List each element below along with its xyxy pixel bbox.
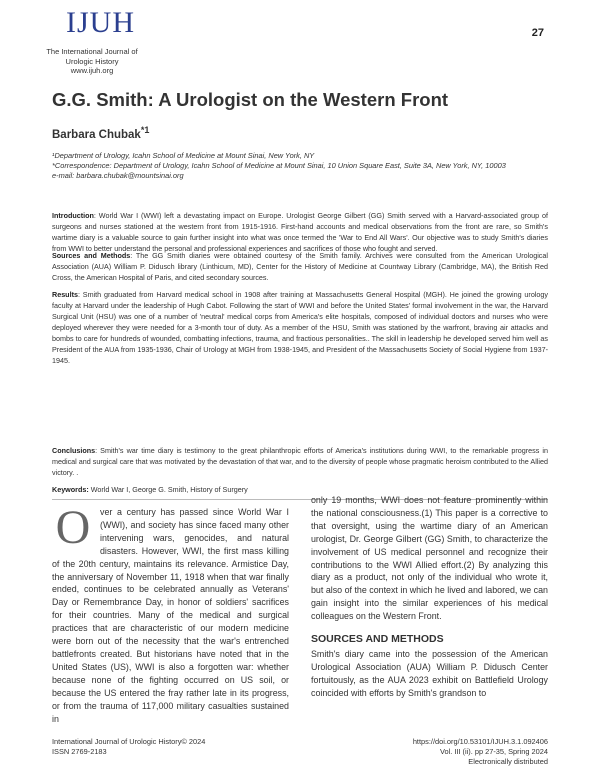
abstract-introduction-text: : World War I (WWI) left a devastating impact on Europe. Urologist George Gilbert (GG) Smith served with a Harvard-associated group of surgeons and nurses stationed at the western front from 1915-1916. First-hand accounts and medical observations from the front are rare, so Smith's wartime diary is a valuable source to gain further insight into what was once termed the 'War to End All Wars'. Our objective was to study Smith's diaries from WWI to better understand the personal and professional experiences and sacrifices of those who fought and served.	[52, 211, 548, 253]
footer-volume: Vol. III (ii). pp 27-35, Spring 2024	[439, 746, 548, 756]
abstract-conclusions-label: Conclusions	[52, 446, 96, 455]
abstract-conclusions	[52, 445, 548, 478]
footer-left	[52, 737, 205, 757]
abstract-conclusions-text: : Smith's war time diary is testimony to the great philanthropic efforts of America's institutions during WWI, to the remarkable progress in medical and surgical care that was motivated by the devastation of that war, and to the diversity of people whose pragmatic heroism contributed to the Allied victory. .	[52, 446, 548, 477]
body-right-column	[311, 494, 548, 700]
abstract-results	[52, 289, 548, 366]
footer-issn: ISSN 2769-2183	[52, 746, 107, 756]
section-heading-sources-methods: SOURCES AND METHODS	[311, 633, 444, 646]
footer-doi[interactable]: https://doi.org/10.53101/IJUH.3.1.092406	[412, 737, 548, 746]
page-number: 27	[531, 27, 544, 39]
abstract-sources-text: : The GG Smith diaries were obtained courtesy of the Smith family. Archives were consulted from the American Urological Association (AUA) William P. Didusch library (Linthicum, MD), Center for the History of Medicine at Countway Library (Cambridge, MA), the British Red Cross, the American Hospital of Paris, and cited secondary sources.	[52, 251, 548, 282]
abstract-results-label: Results	[52, 290, 78, 299]
abstract-sources-methods	[52, 250, 548, 283]
affiliation-1: ¹Department of Urology, Icahn School of Medicine at Mount Sinai, New York, NY	[52, 151, 315, 160]
journal-logo: IJUH	[66, 6, 135, 39]
journal-name-line1: The International Journal of	[46, 47, 138, 56]
author-name	[52, 125, 149, 141]
author-email[interactable]: e-mail: barbara.chubak@mountsinai.org	[52, 171, 184, 180]
footer-distribution: Electronically distributed	[468, 756, 548, 766]
abstract-introduction-label: Introduction	[52, 211, 94, 220]
journal-name	[42, 47, 142, 76]
abstract-sources-label: Sources and Methods	[52, 251, 131, 260]
body-right-paragraph-2: Smith's diary came into the possession of the American Urological Association (AUA) William P. Didusch Center fortuitously, as the AUA 2023 exhibit on Battlefield Urology coincided with efforts by Smith's grandson to	[311, 648, 548, 698]
author-mark: *1	[140, 125, 150, 135]
footer-journal: International Journal of Urologic History© 2024	[52, 737, 206, 746]
body-left-text: ver a century has passed since World War I (WWI), and society has since faced many other intervening wars, genocides, and natural disasters. However, WWI, the first mass killing of the 20th century, maintains its relevance. Armistice Day, the anniversary of November 11, 1918 when that war finally ended, continues to be celebrated annually as Veterans' Day or Remembrance Day, in honor of soldiers' sacrifices for their countries. Many of the medical and surgical practices that are characteristic of our modern medicine were born out of the necessity that the war's entrenched battlefronts created. But historians have noted that in the United States (US), WWI is also a forgotten war: whether because none of the fighting occurred on US soil, or because the US entered the fray rather late in its progress, or from the trauma of 117,000 military casualties sustained in	[52, 507, 289, 724]
keywords-label: Keywords:	[52, 485, 89, 494]
drop-cap: O	[55, 501, 91, 554]
journal-name-line2: Urologic History	[65, 56, 119, 66]
affiliations	[52, 151, 552, 181]
article-title: G.G. Smith: A Urologist on the Western Front	[52, 89, 449, 110]
journal-url[interactable]: www.ijuh.org	[70, 66, 114, 75]
keywords-text: World War I, George G. Smith, History of Surgery	[88, 485, 248, 494]
abstract-results-text: : Smith graduated from Harvard medical school in 1908 after training at Massachusetts General Hospital (MGH). He joined the growing urology faculty at Harvard under the leadership of Hugh Cabot. Following the start of WWI and before the United States' formal involvement in the war, the Harvard Surgical Unit (HSU) was one of a number of 'neutral' medical corps from America's elite hospitals, composed of individual doctors and nurses who were deployed wherever they were needed for a 3-month tour of duty. As a member of the HSU, Smith was stationed by the warfront, braving air attacks and bombs to care for hundreds of wounded, combatting infections, trauma, and fractious personalities.. The skill in leadership he developed served him well as President of the AUA from 1935-1936, Chair of Urology at MGH from 1938-1945, and President of the Massachusetts Society of Social Hygiene from 1937-1945.	[52, 290, 548, 365]
correspondence: *Correspondence: Department of Urology, Icahn School of Medicine at Mount Sinai, 10 Union Square East, Suite 3A, New York, NY, 10003	[52, 161, 506, 170]
abstract-introduction	[52, 210, 548, 254]
author-name-text: Barbara Chubak	[52, 128, 141, 141]
body-left-column	[52, 501, 289, 725]
body-right-paragraph-1: only 19 months, WWI does not feature prominently within the national consciousness.(1) This paper is a corrective to that oversight, using the wartime diary of an American urologist, Dr. George Gilbert (GG) Smith, to characterize the involvement of US medical personnel and recognize their contributions to the WWI Allied effort.(2) By analyzing this diary as a product, not only of the individual who wrote it, but also of the context in which he lived and labored, we can gain insight into the similar experiences of his medical colleagues on the Western Front.	[311, 495, 548, 622]
footer-right	[413, 737, 548, 766]
